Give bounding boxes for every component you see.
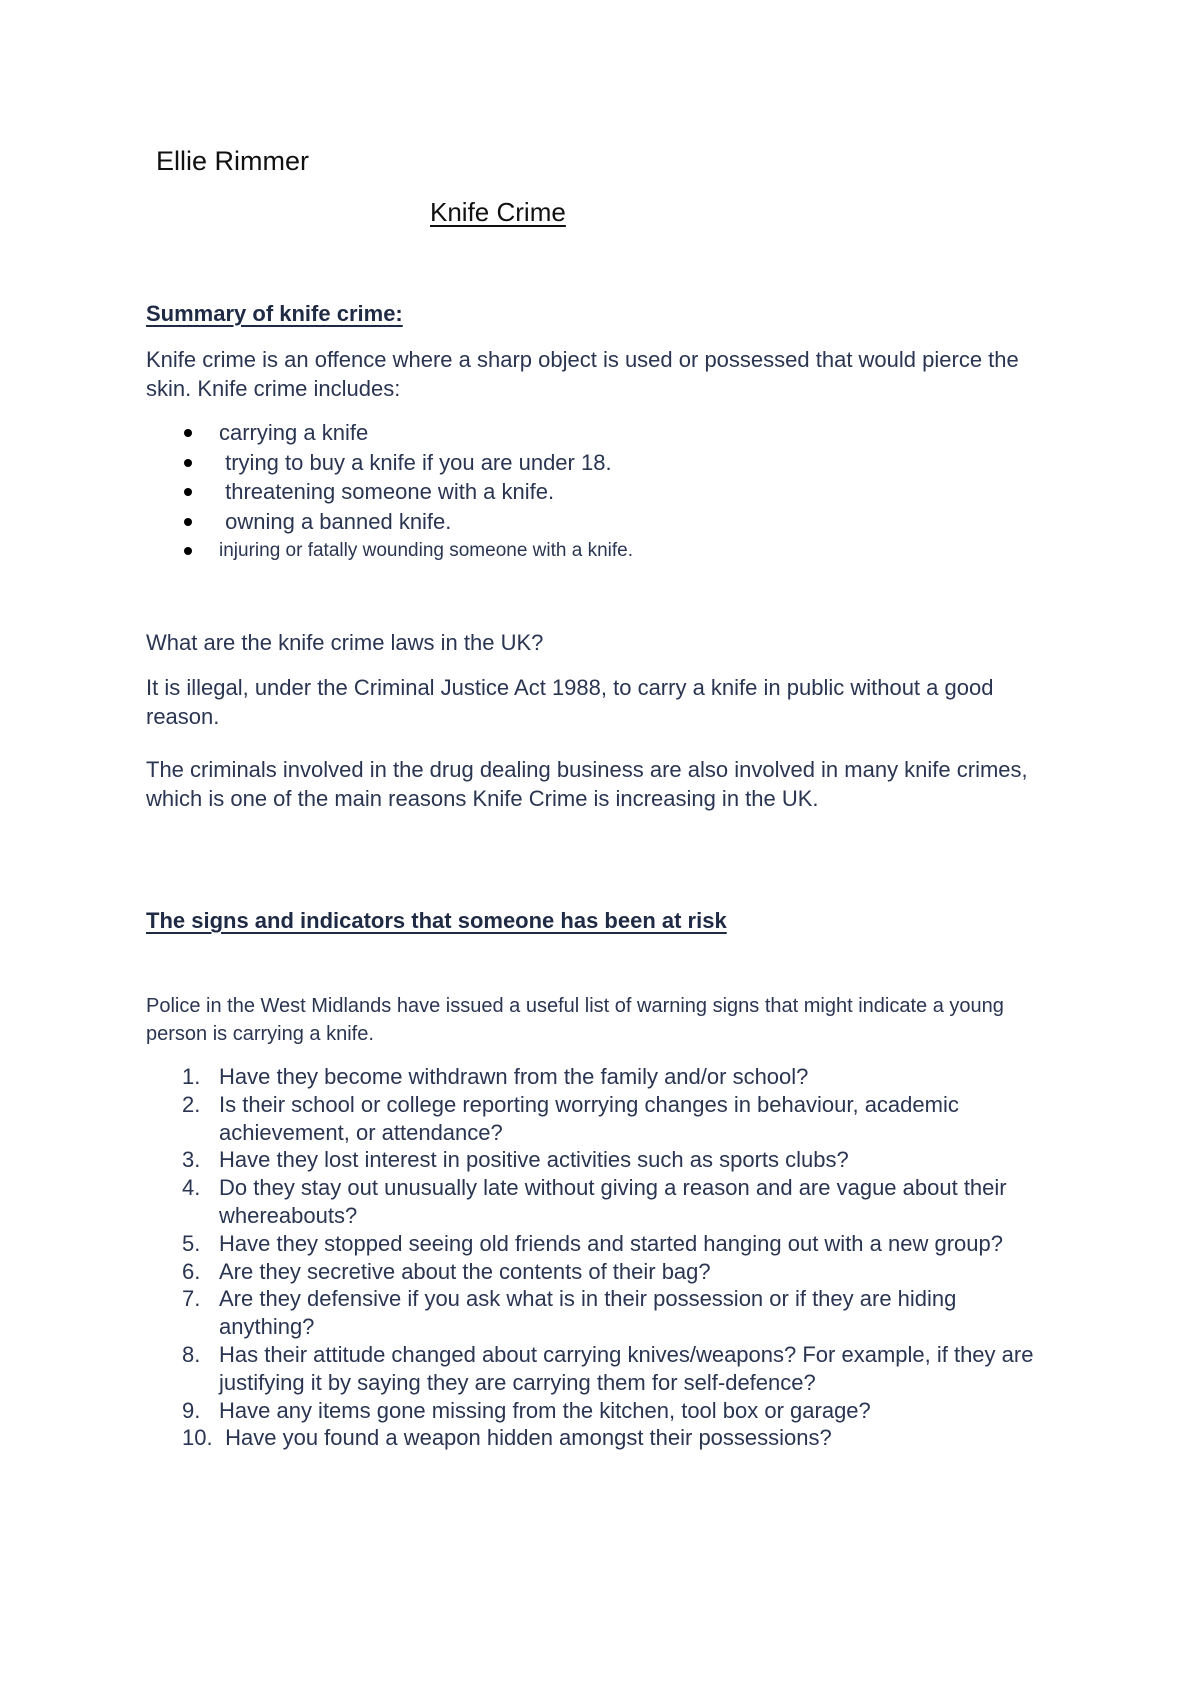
list-item-text: owning a banned knife. xyxy=(219,508,452,534)
list-number: 7. xyxy=(182,1286,201,1312)
list-item xyxy=(146,1091,1046,1147)
list-item-text: Have they stopped seeing old friends and started hanging out with a new group? xyxy=(219,1230,1003,1256)
list-item xyxy=(146,1230,1046,1258)
list-item xyxy=(146,1285,1046,1341)
list-number: 1. xyxy=(182,1064,201,1089)
list-item xyxy=(146,1146,1046,1174)
list-item-text: Have any items gone missing from the kitchen, tool box or garage? xyxy=(219,1397,871,1423)
list-item xyxy=(146,1397,1046,1425)
list-item-text: Have you found a weapon hidden amongst their possessions? xyxy=(219,1425,832,1451)
list-item-text: threatening someone with a knife. xyxy=(219,479,555,504)
list-number: 3. xyxy=(182,1147,201,1173)
list-item xyxy=(146,448,1046,478)
list-item-text: carrying a knife xyxy=(219,420,369,445)
list-item-text: Have they lost interest in positive activities such as sports clubs? xyxy=(219,1147,849,1173)
list-number: 10. xyxy=(182,1425,213,1451)
summary-paragraph: Knife crime is an offence where a sharp object is used or possessed that would pierce the skin. Knife crime includes: xyxy=(146,347,1019,401)
signs-list xyxy=(146,1063,1046,1452)
list-item xyxy=(146,1341,1046,1397)
list-item-text: Is their school or college reporting worrying changes in behaviour, academic achievement, or attendance? xyxy=(219,1091,959,1145)
list-item xyxy=(146,477,1046,507)
summary-heading: Summary of knife crime: xyxy=(146,301,403,326)
bullet-icon xyxy=(184,547,192,555)
includes-list xyxy=(146,418,1046,566)
list-number: 2. xyxy=(182,1091,201,1117)
list-item-text: Are they defensive if you ask what is in their possession or if they are hiding anything? xyxy=(219,1286,957,1340)
list-item-text: Have they become withdrawn from the family and/or school? xyxy=(219,1064,809,1089)
list-item-text: Are they secretive about the contents of their bag? xyxy=(219,1258,711,1284)
bullet-icon xyxy=(184,459,192,467)
list-number: 9. xyxy=(182,1397,201,1423)
list-item-text: Do they stay out unusually late without giving a reason and are vague about their whereabouts? xyxy=(219,1175,1007,1228)
bullet-icon xyxy=(184,429,192,437)
laws-question: What are the knife crime laws in the UK? xyxy=(146,630,544,655)
list-number: 5. xyxy=(182,1230,201,1256)
bullet-icon xyxy=(184,518,192,526)
document-title: Knife Crime xyxy=(430,197,566,227)
list-item xyxy=(146,1258,1046,1286)
list-item xyxy=(146,507,1046,537)
signs-intro: Police in the West Midlands have issued a useful list of warning signs that might indicate a young person is carrying a knife. xyxy=(146,995,1004,1045)
laws-answer: It is illegal, under the Criminal Justice Act 1988, to carry a knife in public without a good reason. xyxy=(146,675,994,729)
list-item-text: trying to buy a knife if you are under 18. xyxy=(219,449,612,475)
bullet-icon xyxy=(184,488,192,496)
signs-heading: The signs and indicators that someone has been at risk xyxy=(146,908,727,933)
list-item xyxy=(146,1174,1046,1230)
list-item-text: Has their attitude changed about carrying knives/weapons? For example, if they are justifying it by saying they are carrying them for self-defence? xyxy=(219,1341,1034,1395)
list-number: 4. xyxy=(182,1175,201,1201)
list-item xyxy=(146,1424,1046,1452)
drug-paragraph: The criminals involved in the drug dealing business are also involved in many knife crimes, which is one of the main reasons Knife Crime is increasing in the UK. xyxy=(146,757,1028,811)
author-name: Ellie Rimmer xyxy=(156,146,310,176)
list-number: 6. xyxy=(182,1258,201,1284)
list-item-text: injuring or fatally wounding someone with a knife. xyxy=(219,540,634,561)
list-item xyxy=(146,1063,1046,1091)
list-item xyxy=(146,418,1046,448)
list-item xyxy=(146,536,1046,566)
list-number: 8. xyxy=(182,1341,201,1367)
